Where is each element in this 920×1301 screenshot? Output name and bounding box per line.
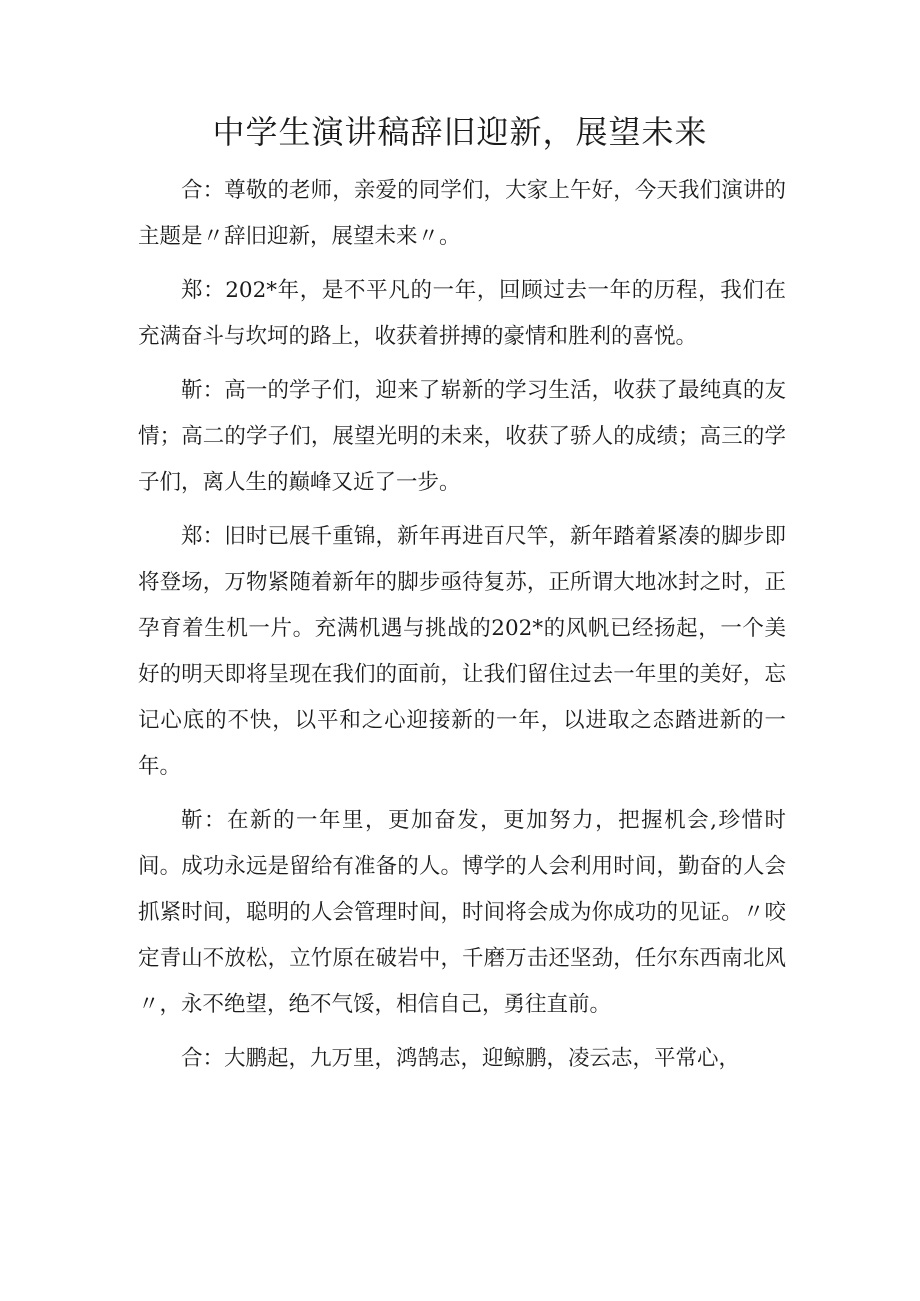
paragraph-zheng-2: 郑：旧时已展千重锦，新年再进百尺竿，新年踏着紧凑的脚步即将登场，万物紧随着新年的脚步亟待复苏，正所谓大地冰封之时，正孕育着生机一片。充满机遇与挑战的202*的风帆已经扬起，一个美好的明天即将呈现在我们的面前，让我们留住过去一年里的美好，忘记心底的不快，以平和之心迎接新的一年，以进取之态踏进新的一年。 (138, 524, 786, 779)
paragraph-opening: 合：尊敬的老师，亲爱的同学们，大家上午好，今天我们演讲的主题是〃辞旧迎新，展望未来〃。 (138, 178, 786, 249)
speech-body (138, 168, 786, 1090)
paragraph-zheng-1: 郑：202*年，是不平凡的一年，回顾过去一年的历程，我们在充满奋斗与坎坷的路上，收获着拼搏的豪情和胜利的喜悦。 (138, 278, 786, 349)
paragraph-jin-1: 靳：高一的学子们，迎来了崭新的学习生活，收获了最纯真的友情；高二的学子们，展望光明的未来，收获了骄人的成绩；高三的学子们，离人生的巅峰又近了一步。 (138, 378, 786, 495)
page-title: 中学生演讲稿辞旧迎新，展望未来 (212, 113, 708, 151)
paragraph-closing: 合：大鹏起，九万里，鸿鹄志，迎鲸鹏，凌云志，平常心， (181, 1046, 741, 1071)
paragraph-jin-2: 靳：在新的一年里，更加奋发，更加努力，把握机会,珍惜时间。成功永远是留给有准备的人。博学的人会利用时间，勤奋的人会抓紧时间，聪明的人会管理时间，时间将会成为你成功的见证。〃咬定青山不放松，立竹原在破岩中，千磨万击还坚劲，任尔东西南北风〃，永不绝望，绝不气馁，相信自己，勇往直前。 (138, 808, 786, 1017)
